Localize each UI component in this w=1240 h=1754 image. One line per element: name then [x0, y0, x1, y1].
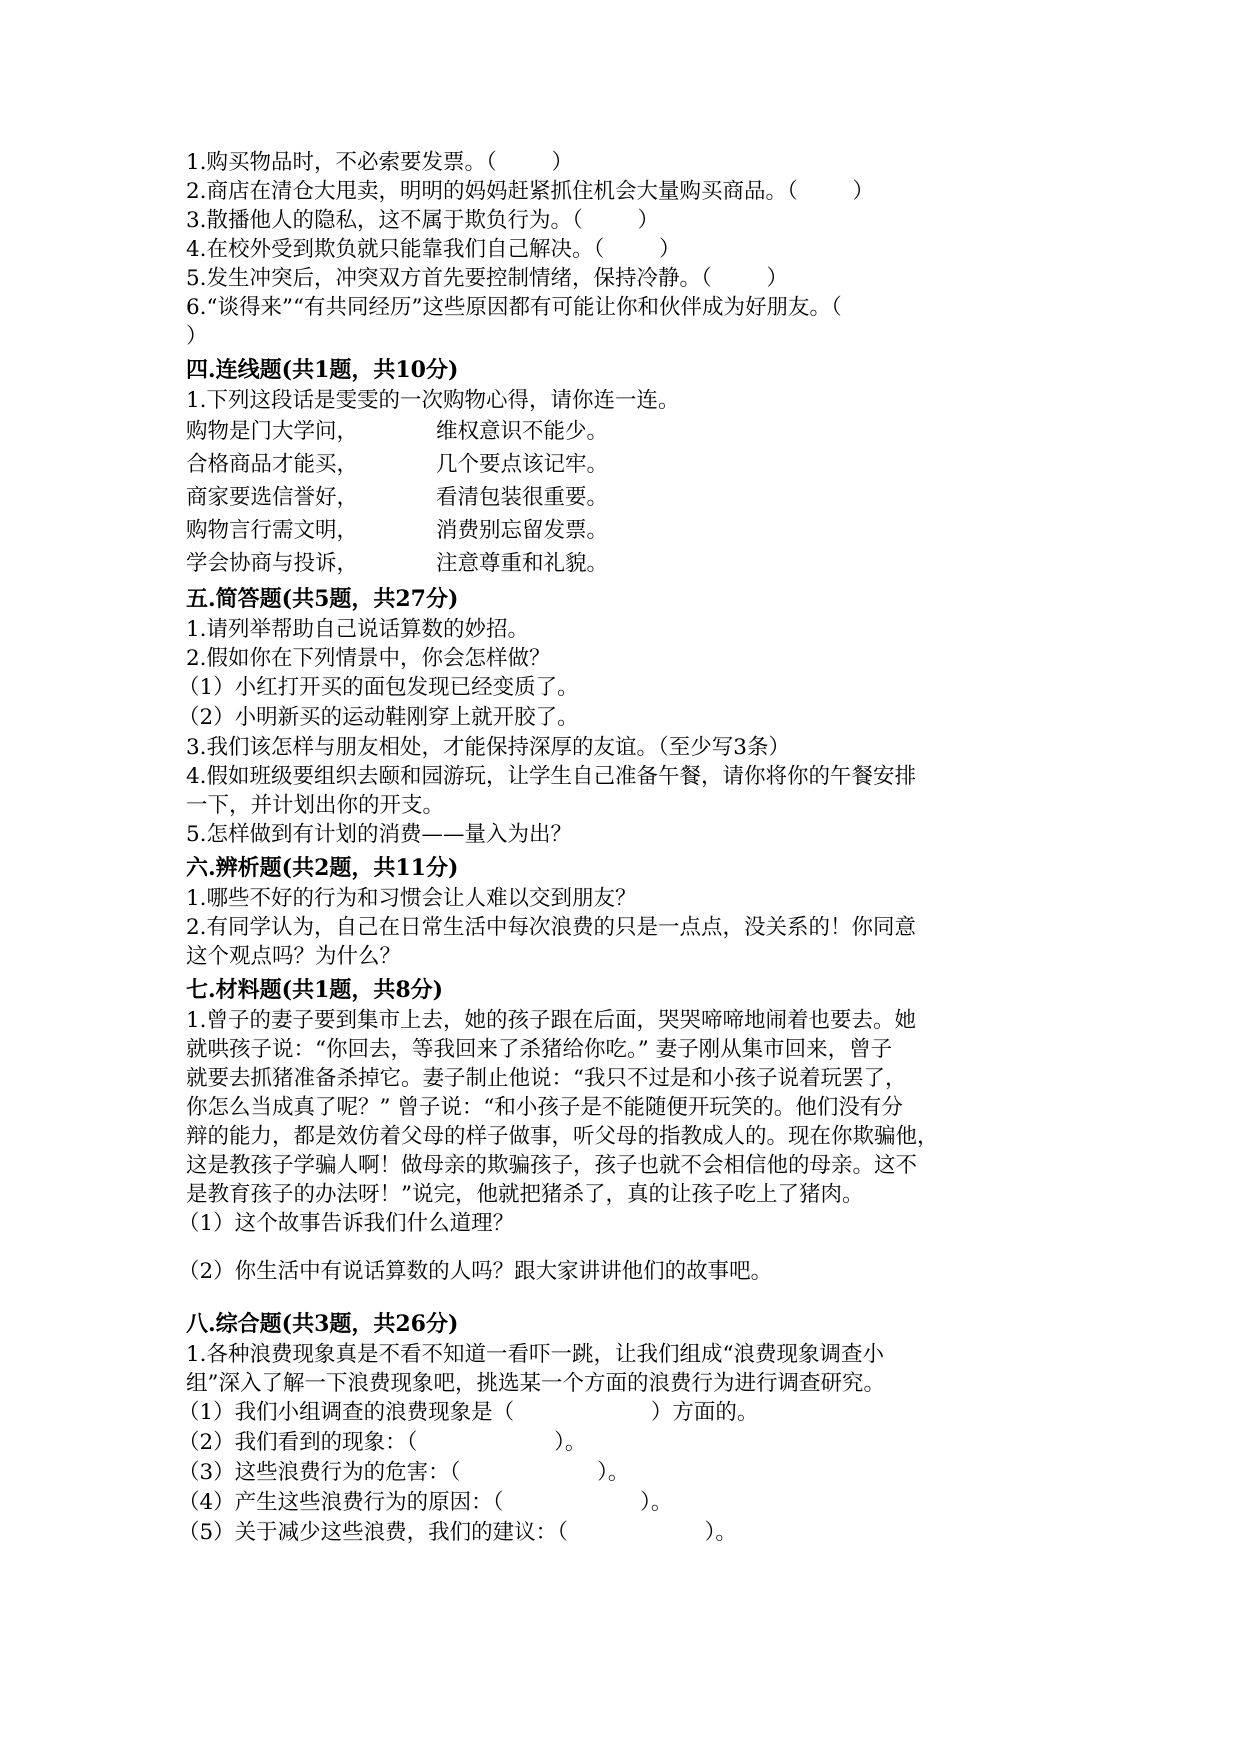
judge-item: 5.发生冲突后，冲突双方首先要控制情绪，保持冷静。（ ）	[186, 266, 788, 291]
content-column	[178, 148, 1066, 1548]
question: 1.下列这段话是雯雯的一次购物心得，请你连一连。	[186, 388, 680, 413]
fill-in-item: （5）关于减少这些浪费，我们的建议：（ ）。	[178, 1520, 737, 1545]
fill-in-item: （4）产生这些浪费行为的原因：（ ）。	[178, 1490, 673, 1515]
question: 5.怎样做到有计划的消费——量入为出？	[186, 822, 573, 847]
material-line: 1.曾子的妻子要到集市上去，她的孩子跟在后面，哭哭啼啼地闹着也要去。她	[186, 1008, 917, 1033]
match-left: 合格商品才能买，	[186, 452, 359, 477]
judge-item-continued: ）	[186, 324, 208, 349]
question: 4.假如班级要组织去颐和园游玩，让学生自己准备午餐，请你将你的午餐安排	[186, 764, 917, 789]
match-left: 购物言行需文明，	[186, 518, 359, 543]
match-left: 购物是门大学问，	[186, 419, 359, 444]
question: 1.各种浪费现象真是不看不知道一看吓一跳，让我们组成“浪费现象调查小	[186, 1342, 885, 1367]
judge-item: 2.商店在清仓大甩卖，明明的妈妈赶紧抓住机会大量购买商品。（ ）	[186, 179, 874, 204]
match-left: 学会协商与投诉，	[186, 551, 359, 576]
question-continued: 组”深入了解一下浪费现象吧，挑选某一个方面的浪费行为进行调查研究。	[186, 1371, 885, 1396]
question: 1.哪些不好的行为和习惯会让人难以交到朋友？	[186, 886, 637, 911]
short-answer-section	[178, 584, 1066, 849]
match-right: 注意尊重和礼貌。	[436, 551, 609, 576]
section-title: 七.材料题(共1题，共8分)	[186, 977, 444, 1003]
comprehensive-section	[178, 1309, 1066, 1548]
section-title: 五.简答题(共5题，共27分)	[186, 586, 459, 612]
match-right: 几个要点该记牢。	[436, 452, 609, 477]
section-title: 四.连线题(共1题，共10分)	[186, 357, 459, 383]
judge-item: 3.散播他人的隐私，这不属于欺负行为。（ ）	[186, 208, 659, 233]
match-left: 商家要选信誉好，	[186, 485, 359, 510]
match-right: 看清包装很重要。	[436, 485, 609, 510]
match-right: 维权意识不能少。	[436, 419, 609, 444]
judge-section	[186, 148, 1066, 351]
match-row	[186, 514, 1066, 547]
sub-question: （1）这个故事告诉我们什么道理？	[178, 1211, 515, 1236]
section-title: 六.辨析题(共2题，共11分)	[186, 855, 459, 881]
match-row	[186, 547, 1066, 580]
fill-in-item: （1）我们小组调查的浪费现象是（ ）方面的。	[178, 1400, 759, 1425]
question-continued: 一下，并计划出你的开支。	[186, 793, 445, 818]
judge-item: 6.“谈得来”“有共同经历”这些原因都有可能让你和伙伴成为好朋友。（	[186, 295, 842, 320]
fill-in-item: （2）我们看到的现象：（ ）。	[178, 1430, 587, 1455]
judge-item: 1.购买物品时，不必索要发票。（ ）	[186, 150, 573, 175]
question-continued: 这个观点吗？为什么？	[186, 944, 402, 969]
question: 1.请列举帮助自己说话算数的妙招。	[186, 617, 530, 642]
material-line: 就要去抓猪准备杀掉它。妻子制止他说：“我只不过是和小孩子说着玩罢了，	[186, 1066, 907, 1091]
analysis-section	[186, 853, 1066, 971]
sub-question: （2）小明新买的运动鞋刚穿上就开胶了。	[178, 705, 579, 730]
sub-question: （2）你生活中有说话算数的人吗？跟大家讲讲他们的故事吧。	[178, 1259, 773, 1284]
question: 2.有同学认为，自己在日常生活中每次浪费的只是一点点，没关系的！你同意	[186, 915, 917, 940]
match-row	[186, 448, 1066, 481]
match-row	[186, 415, 1066, 448]
judge-item: 4.在校外受到欺负就只能靠我们自己解决。（ ）	[186, 237, 681, 262]
material-line: 是教育孩子的办法呀！”说完，他就把猪杀了，真的让孩子吃上了猪肉。	[186, 1182, 864, 1207]
material-section	[178, 975, 1066, 1305]
question: 2.假如你在下列情景中，你会怎样做？	[186, 646, 551, 671]
material-line: 辩的能力，都是效仿着父母的样子做事，听父母的指教成人的。现在你欺骗他，	[186, 1124, 939, 1149]
sub-question: （1）小红打开买的面包发现已经变质了。	[178, 675, 579, 700]
material-line: 这是教孩子学骗人啊！做母亲的欺骗孩子，孩子也就不会相信他的母亲。这不	[186, 1153, 918, 1178]
material-line: 你怎么当成真了呢？” 曾子说：“和小孩子是不能随便开玩笑的。他们没有分	[186, 1095, 903, 1120]
match-row	[186, 481, 1066, 514]
match-right: 消费别忘留发票。	[436, 518, 609, 543]
material-line: 就哄孩子说：“你回去，等我回来了杀猪给你吃。” 妻子刚从集市回来，曾子	[186, 1037, 893, 1062]
fill-in-item: （3）这些浪费行为的危害：（ ）。	[178, 1460, 630, 1485]
question: 3.我们该怎样与朋友相处，才能保持深厚的友谊。（至少写3条）	[186, 735, 790, 760]
section-title: 八.综合题(共3题，共26分)	[186, 1311, 459, 1337]
matching-section	[186, 355, 1066, 580]
